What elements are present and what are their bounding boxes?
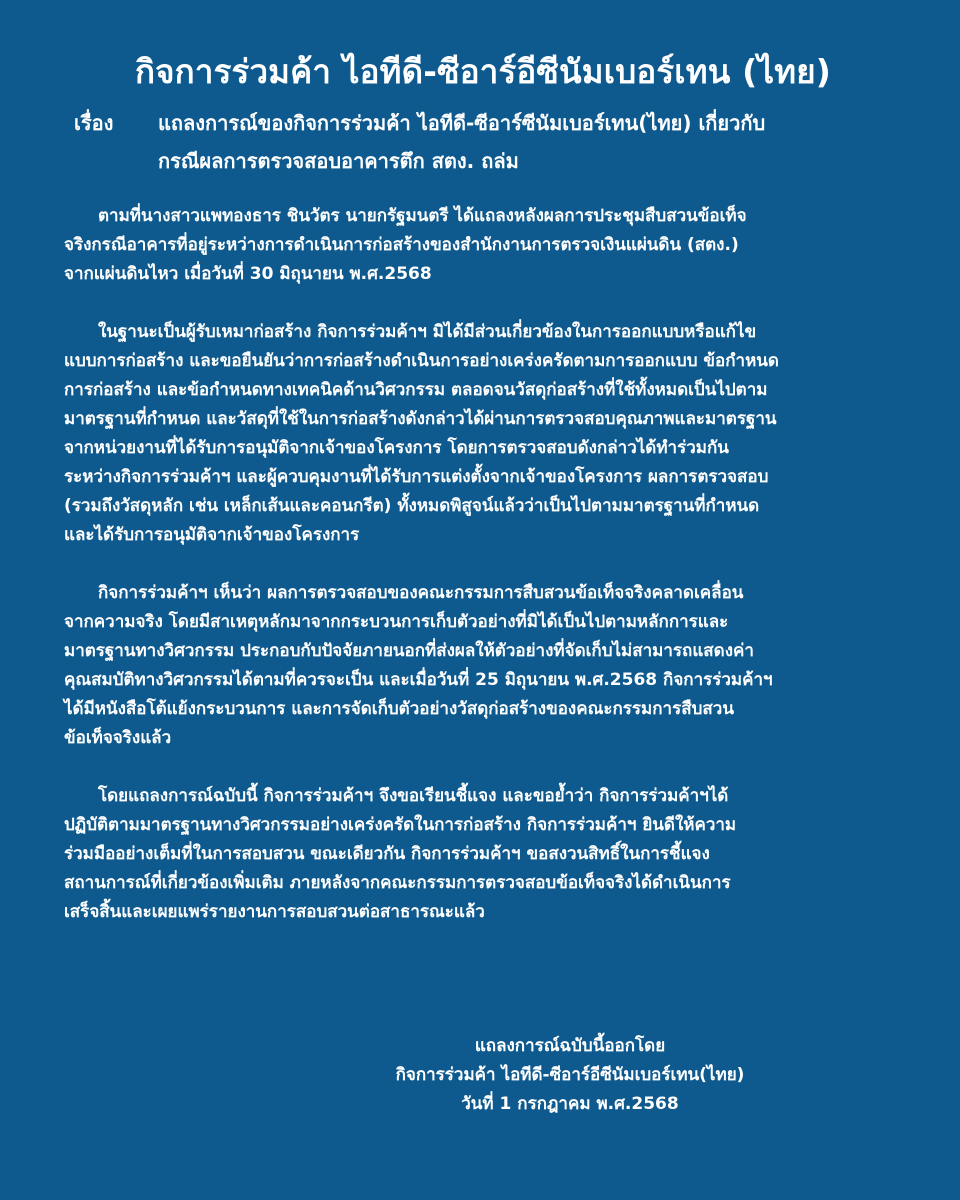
subject-block (64, 104, 902, 180)
subject-label: เรื่อง (74, 111, 114, 135)
signature-company: กิจการร่วมค้า ไอทีดี-ซีอาร์อีซีนัมเบอร์เทน(ไทย) (395, 1065, 745, 1085)
subject-text (158, 104, 902, 180)
signature-block (0, 1032, 960, 1119)
paragraph-line: ในฐานะเป็นผู้รับเหมาก่อสร้าง กิจการร่วมค้าฯ มิได้มีส่วนเกี่ยวข้องในการออกแบบหรือแก้ไข (98, 322, 757, 342)
subject-line-2: กรณีผลการตรวจสอบอาคารตึก สตง. ถล่ม (158, 149, 519, 173)
paragraph-line: การก่อสร้าง และข้อกำหนดทางเทคนิคด้านวิศวกรรม ตลอดจนวัสดุก่อสร้างที่ใช้ทั้งหมดเป็นไปตาม (64, 380, 768, 400)
paragraph-4 (64, 782, 902, 927)
document-title: กิจการร่วมค้า ไอทีดี-ซีอาร์อีซีนัมเบอร์เทน (ไทย) (134, 52, 832, 91)
subject-line-1: แถลงการณ์ของกิจการร่วมค้า ไอทีดี-ซีอาร์ซีนัมเบอร์เทน(ไทย) เกี่ยวกับ (158, 111, 766, 135)
paragraph-line: กิจการร่วมค้าฯ เห็นว่า ผลการตรวจสอบของคณะกรรมการสืบสวนข้อเท็จจริงคลาดเคลื่อน (98, 583, 744, 603)
paragraph-line: และได้รับการอนุมัติจากเจ้าของโครงการ (64, 525, 360, 545)
paragraph-line: ตามที่นางสาวแพทองธาร ชินวัตร นายกรัฐมนตรี ได้แถลงหลังผลการประชุมสืบสวนข้อเท็จ (98, 206, 747, 226)
paragraph-line: เสร็จสิ้นและเผยแพร่รายงานการสอบสวนต่อสาธารณะแล้ว (64, 902, 485, 922)
paragraph-line: แบบการก่อสร้าง และขอยืนยันว่าการก่อสร้างดำเนินการอย่างเคร่งครัดตามการออกแบบ ข้อกำหนด (64, 351, 779, 371)
paragraph-line: จากความจริง โดยมีสาเหตุหลักมาจากกระบวนการเก็บตัวอย่างที่มิได้เป็นไปตามหลักการและ (64, 612, 729, 632)
paragraph-line: (รวมถึงวัสดุหลัก เช่น เหล็กเส้นและคอนกรีต) ทั้งหมดพิสูจน์แล้วว่าเป็นไปตามมาตรฐานที่กำหนด (64, 496, 760, 516)
paragraph-3 (64, 579, 902, 753)
paragraph-line: ได้มีหนังสือโต้แย้งกระบวนการ และการจัดเก็บตัวอย่างวัสดุก่อสร้างของคณะกรรมการสืบสวน (64, 699, 734, 719)
paragraph-line: มาตรฐานทางวิศวกรรม ประกอบกับปัจจัยภายนอกที่ส่งผลให้ตัวอย่างที่จัดเก็บไม่สามารถแสดงค่า (64, 641, 754, 661)
paragraph-line: โดยแถลงการณ์ฉบับนี้ กิจการร่วมค้าฯ จึงขอเรียนชี้แจง และขอย้ำว่า กิจการร่วมค้าฯได้ (98, 786, 729, 806)
paragraph-line: จากหน่วยงานที่ได้รับการอนุมัติจากเจ้าของโครงการ โดยการตรวจสอบดังกล่าวได้ทำร่วมกัน (64, 438, 729, 458)
paragraph-line: มาตรฐานที่กำหนด และวัสดุที่ใช้ในการก่อสร้างดังกล่าวได้ผ่านการตรวจสอบคุณภาพและมาตรฐาน (64, 409, 777, 429)
paragraph-line: ระหว่างกิจการร่วมค้าฯ และผู้ควบคุมงานที่ได้รับการแต่งตั้งจากเจ้าของโครงการ ผลการตรวจสอบ (64, 467, 769, 487)
paragraph-2 (64, 318, 902, 550)
paragraph-line: จากแผ่นดินไหว เมื่อวันที่ 30 มิถุนายน พ.ศ.2568 (64, 264, 432, 284)
signature-issued-by: แถลงการณ์ฉบับนี้ออกโดย (474, 1036, 666, 1056)
paragraph-line: ปฏิบัติตามมาตรฐานทางวิศวกรรมอย่างเคร่งครัดในการก่อสร้าง กิจการร่วมค้าฯ ยินดีให้ความ (64, 815, 737, 835)
paragraph-line: ร่วมมืออย่างเต็มที่ในการสอบสวน ขณะเดียวกัน กิจการร่วมค้าฯ ขอสงวนสิทธิ์ในการชี้แจง (64, 844, 710, 864)
paragraph-line: คุณสมบัติทางวิศวกรรมได้ตามที่ควรจะเป็น และเมื่อวันที่ 25 มิถุนายน พ.ศ.2568 กิจการร่วมค้าฯ (64, 670, 773, 690)
paragraph-line: จริงกรณีอาคารที่อยู่ระหว่างการดำเนินการก่อสร้างของสำนักงานการตรวจเงินแผ่นดิน (สตง.) (64, 235, 739, 255)
paragraph-line: ข้อเท็จจริงแล้ว (64, 728, 172, 748)
paragraph-line: สถานการณ์ที่เกี่ยวข้องเพิ่มเติม ภายหลังจากคณะกรรมการตรวจสอบข้อเท็จจริงได้ดำเนินการ (64, 873, 731, 893)
signature-date: วันที่ 1 กรกฎาคม พ.ศ.2568 (461, 1094, 679, 1114)
paragraph-1 (64, 202, 902, 289)
